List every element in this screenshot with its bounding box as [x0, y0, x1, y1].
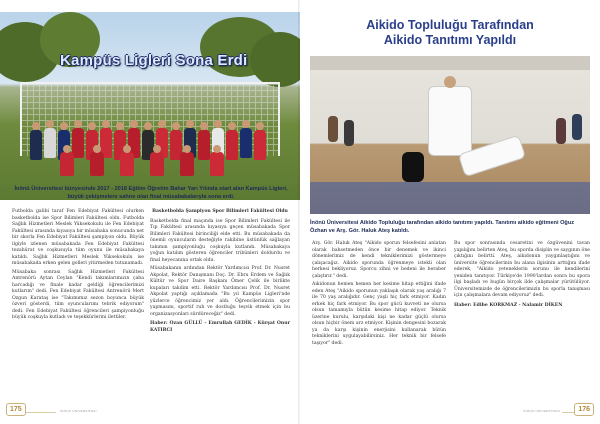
aikido-photo — [310, 56, 590, 214]
paragraph: Müsabakanın ardından Rektör Yardımcısı Prof. Dr. Nusret Akpolat, Rektör Danışmanı Doç. Dr. Ebru Erdem ve Sağlık Kültür ve Spor Daire Başkanı Ömer Çelik ile birlikte kupaları takdim etti. Rektör Yardımcısı Prof. Dr. Nusret Akpolat yaptığı açıklamada "Bu yıl Kampüs Ligleri'nde yüzlerce öğrencimiz yer aldı. Öğrencilerimizin spor yapmasını, sportif ruh ve dostluğu teşvik etmek için bu organizasyonları sürdüreceğiz" dedi. — [150, 266, 290, 317]
paragraph: Bu spor sonrasında cesaretini ve özgüvenini tavan yapılığını belirten Ateş, bu sporda disiplin ve saygının öne çıktığını belirtti. Ateş, aikidonun yaygınlaştığını ve üniversite öğrencilerinin bu alana ilgisinin arttığını ifade ederek, "Aikido yeteneklerin sorunu ile kendilerini yeniden tanıtıyor. Türkiye'de 1990'lardan sonra bu spora ilgi başladı ve bugün birçok ilde çalışmalar yürütülüyor. Üniversitemizde de öğrencilerimizin bu sporla tanışması için çalışmalara devam ediyoruz" dedi. — [454, 241, 590, 299]
paragraph: Basketbolda final maçında ise Spor Bilimleri Fakültesi ile Tıp Fakültesi arasında kıyasıya geçen müsabakada Spor Bilimleri Fakültesi birinciliği elde etti. Bu müsabakada da önemli oyuncuların desteğiyle rakibine üstünlük sağlayan takımın şampiyonluğu coşkuyla kutlandı. Müsabakaya yoğun katılım gösteren öğrenciler tribünleri doldurdu ve final heyecanına ortak oldu. — [150, 218, 290, 263]
footer-rule — [562, 412, 574, 413]
page-number-left: 175 — [6, 403, 26, 416]
right-page-title — [300, 18, 600, 48]
campus-league-photo — [0, 12, 300, 200]
footer-text-right: İNÖNÜ ÜNİVERSİTESİ — [523, 409, 560, 413]
left-page-title: Kampüs Ligleri Sona Erdi — [60, 52, 248, 69]
left-column-1 — [12, 209, 144, 324]
footer-rule — [26, 412, 56, 413]
right-photo-caption: İnönü Üniversitesi Aikido Topluluğu tarafından aikido tanıtımı yapıldı. Tanıtımı aikido eğitmeni Oğuz Özhan ve Arş. Gör. Haluk Ateş katıldı. — [310, 220, 575, 234]
author-credit: Haber: Edibe KORKMAZ - Nalamir DİKEN — [454, 302, 563, 308]
left-column-2 — [150, 209, 290, 336]
footer-text-left: İNÖNÜ ÜNİVERSİTESİ — [60, 409, 97, 413]
right-title-line-2: Aikido Tanıtımı Yapıldı — [383, 33, 517, 47]
right-page — [300, 0, 600, 424]
paragraph: Aikidonun hemen hemen her kesime hitap ettiğini ifade eden Ateş "Aikido sporunun yaklaşık olarak yaş aralığı 7 ile 70 yaş aralığıdır. Genç yaşlı hiç fark etmiyor. Kadın erkek hiç fark etmiyor. Bu spor gücü kuvveti ne olursa olsun tamamıyla bütün kesime hitap ediyor. Teknik üzerine kurulu, karşıdaki kişi ne kadar güçlü olursa olsun hiçbir önem arz etmiyor. Kişinin dengesini bozarak ya da karşı kişinin enerjisini kullanarak bütün tekniklerini uygulayabilirsiniz. Her teknik bir felsefe taşıyor" dedi. — [312, 282, 446, 346]
left-photo-caption: İnönü Üniversitesi bünyesinde 2017 - 2018 Eğitim Öğretim Bahar Yarı Yılında start alan Kampüs Ligleri, büyük çekişmelere sahne olan final müsabakalarıyla sona erdi. — [14, 186, 288, 200]
paragraph: Müsabaka sonrası Sağlık Hizmetleri Fakültesi Antrenörü Aytan Ceylan "Kendi takımlarımızın çaba harcadığı ve finale kadar geldiği öğrencilerimizi kutlarım" dedi. Fen Edebiyat Fakültesi Antrenörü Mert Ozgun Karataş ise "Takımımız sezon boyunca büyük özveri gösterdi, tüm oyuncularımı tebrik ediyorum" dedi. Fen Edebiyat Fakültesi öğrencileri şampiyonluğu büyük coşkuyla kutladı ve teşekkürlerini ilettiler. — [12, 269, 144, 321]
right-column-1 — [312, 241, 446, 349]
paragraph: Arş. Gör. Haluk Ateş "Aikido sporun felsefesini anlatan olarak bahsetmeden önce bir denemek ve ikinci dönemlerimiz de kendi tekniklerimizi göstermeye çalışacağız. Aikido sporunda öğrenmeye istekli olan herkesi bekliyoruz. Sporcu zihni ve bedeni ile beraber çalıştırır." dedi. — [312, 241, 446, 279]
section-subtitle: Basketbolda Şampiyon Spor Bilimleri Fakültesi Oldu — [152, 209, 288, 214]
paragraph: Futbolda galibi taraf Fen Edebiyat Fakültesi olurken basketbolda ise Spor Bilimleri Fakültesi oldu. Futbolda Sağlık Hizmetleri Meslek Yüksekokulu ile Fen Edebiyat Fakültesi arasında kıyasıya bir müsabaka sonucunda net bir skorla Fen Edebiyat Fakültesi şampiyon oldu. Büyük ilgiyle izlenen müsabakada Fen Edebiyat Fakültesi tezahürat ve coşkusuyla tüm oyunu ile müsabakaya katıldı. Sağlık Hizmetleri Meslek Yüksekokulu ise müsabakada erken gelen golleri yitirmeden tutunamadı. — [12, 209, 144, 267]
right-column-2 — [454, 241, 590, 311]
right-title-line-1: Aikido Topluluğu Tarafından — [366, 18, 534, 32]
page-number-right: 176 — [574, 403, 594, 416]
author-credit: Haber: Ozan GÜLLÜ - Emrullah GEDİK - Kürşat Onur KATIRCI — [150, 321, 290, 333]
